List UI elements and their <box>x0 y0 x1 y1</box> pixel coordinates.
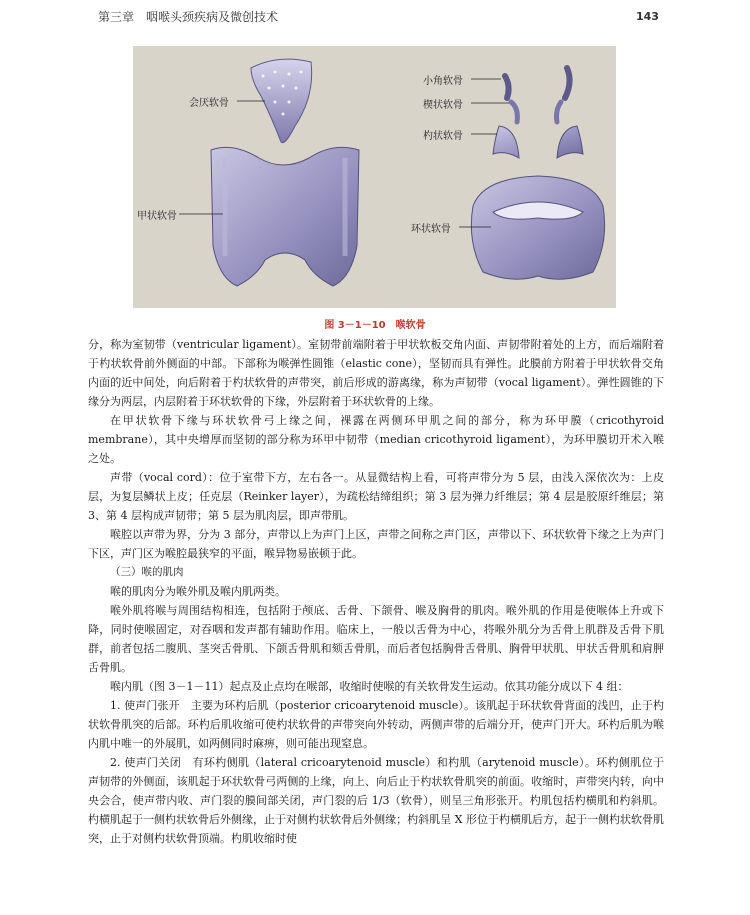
running-head: 第三章 咽喉头颈疾病及微创技术 <box>98 10 279 24</box>
paragraph: 在甲状软骨下缘与环状软骨弓上缘之间，裸露在两侧环甲肌之间的部分，称为环甲膜（cricothyroid membrane），其中央增厚而坚韧的部分称为环甲中韧带（median cricothyroid ligament），为环甲膜切开术入喉之处。 <box>88 414 664 465</box>
corniculate-cartilage-shape <box>505 68 570 98</box>
paragraph: 喉内肌（图 3－1－11）起点及止点均在喉部，收缩时使喉的有关软骨发生运动。依其功能分成以下 4 组： <box>110 680 629 693</box>
arytenoid-cartilage-shape <box>493 126 583 158</box>
paragraph: 喉的肌肉分为喉外肌及喉内肌两类。 <box>110 585 286 598</box>
label-thyroid-cartilage: 甲状软骨 <box>137 211 177 222</box>
body-text <box>88 335 664 848</box>
paragraph: 分，称为室韧带（ventricular ligament）。室韧带前端附着于甲状软板交角内面、声韧带附着处的上方，而后端附着于杓状软骨前外侧面的中部。下部称为喉弹性圆锥（elastic cone），坚韧而具有弹性。此膜前方附着于甲状软骨交角内面的近中间处，向后附着于杓状软骨的声带突，前后形成的游离缘，称为声韧带（vocal ligament）。弹性圆锥的下缘分为两层，内层附着于环状软骨的下缘，外层附着于环状软骨的上缘。 <box>88 338 664 408</box>
figure-caption: 图 3－1－10 喉软骨 <box>324 320 426 331</box>
paragraph: 1. 使声门张开 主要为环杓后肌（posterior cricoarytenoid muscle）。该肌起于环状软骨背面的浅凹，止于杓状软骨肌突的后部。环杓后肌收缩可使杓状软骨的声带突向外转动，两侧声带的后端分开，使声门开大。环杓后肌为喉内肌中唯一的外展肌，如两侧同时麻痹，则可能出现窒息。 <box>88 699 664 750</box>
paragraph: 喉腔以声带为界，分为 3 部分，声带以上为声门上区，声带之间称之声门区，声带以下、环状软骨下缘之上为声门下区，声门区为喉腔最狭窄的平面，喉异物易嵌顿于此。 <box>88 528 664 560</box>
label-arytenoid-cartilage: 杓状软骨 <box>423 131 463 142</box>
cartilage-illustration <box>133 46 616 308</box>
cricoid-cartilage-shape <box>471 176 604 279</box>
label-cricoid-cartilage: 环状软骨 <box>411 224 451 235</box>
page-number: 143 <box>636 10 659 23</box>
paragraph: 2. 使声门关闭 有环杓侧肌（lateral cricoarytenoid muscle）和杓肌（arytenoid muscle）。环杓侧肌位于声韧带的外侧面，该肌起于环状软骨弓两侧的上缘，向上、向后止于杓状软骨肌突的前面。收缩时，声带突内转，向中央会合，使声带内收、声门裂的膜间部关闭，声门裂的后 1/3（软骨），则呈三角形张开。杓肌包括杓横肌和杓斜肌。杓横肌起于一侧杓状软骨后外侧缘，止于对侧杓状软骨后外侧缘；杓斜肌呈 X 形位于杓横肌后方，起于一侧杓状软骨肌突，止于对侧杓状软骨顶端。杓肌收缩时使 <box>88 756 664 845</box>
label-epiglottic-cartilage: 会厌软骨 <box>189 98 229 109</box>
laryngeal-cartilage-figure <box>133 46 616 308</box>
label-cuneiform-cartilage: 楔状软骨 <box>423 100 463 111</box>
cuneiform-cartilage-shape <box>511 102 561 122</box>
section-heading: （三）喉的肌肉 <box>110 566 184 578</box>
paragraph: 声带（vocal cord）：位于室带下方，左右各一。从显微结构上看，可将声带分为 5 层，由浅入深依次为：上皮层，为复层鳞状上皮；任克层（Reinker layer），为疏松结缔组织；第 3 层为弹力纤维层；第 4 层是胶原纤维层；第 3、第 4 层构成声韧带；第 5 层为肌肉层，即声带肌。 <box>88 471 664 522</box>
paragraph: 喉外肌将喉与周围结构相连，包括附于颅底、舌骨、下颌骨、喉及胸骨的肌肉。喉外肌的作用是使喉体上升或下降，同时使喉固定，对吞咽和发声都有辅助作用。临床上，一般以舌骨为中心，将喉外肌分为舌骨上肌群及舌骨下肌群，前者包括二腹肌、茎突舌骨肌、下颌舌骨肌和颏舌骨肌，而后者包括胸骨舌骨肌、胸骨甲状肌、甲状舌骨肌和肩胛舌骨肌。 <box>88 604 664 674</box>
thyroid-cartilage-shape <box>211 147 359 286</box>
label-corniculate-cartilage: 小角软骨 <box>423 76 463 87</box>
